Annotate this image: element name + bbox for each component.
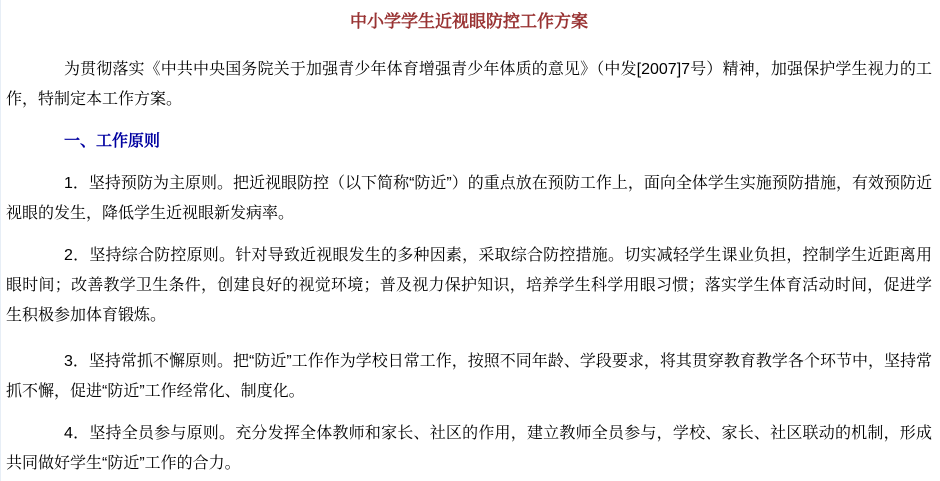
principle-paragraph-3: 3．坚持常抓不懈原则。把“防近”工作作为学校日常工作，按照不同年龄、学段要求，将其贯穿教育教学各个环节中，坚持常抓不懈，促进“防近”工作经常化、制度化。 (6, 353, 932, 400)
principle-paragraph-1: 1．坚持预防为主原则。把近视眼防控（以下简称“防近”）的重点放在预防工作上，面向全体学生实施预防措施，有效预防近视眼的发生，降低学生近视眼新发病率。 (6, 175, 932, 222)
intro-paragraph: 为贯彻落实《中共中央国务院关于加强青少年体育增强青少年体质的意见》（中发[2007]7号）精神，加强保护学生视力的工作，特制定本工作方案。 (6, 61, 932, 108)
principle-paragraph-4: 4．坚持全员参与原则。充分发挥全体教师和家长、社区的作用，建立教师全员参与，学校、家长、社区联动的机制，形成共同做好学生“防近”工作的合力。 (6, 425, 932, 472)
principle-paragraph-2: 2．坚持综合防控原则。针对导致近视眼发生的多种因素，采取综合防控措施。切实减轻学生课业负担，控制学生近距离用眼时间；改善教学卫生条件，创建良好的视觉环境；普及视力保护知识，培养学生科学用眼习惯；落实学生体育活动时间，促进学生积极参加体育锻炼。 (6, 247, 932, 324)
section-heading-work-principles: 一、工作原则 (64, 133, 161, 150)
document-title: 中小学学生近视眼防控工作方案 (350, 12, 588, 31)
